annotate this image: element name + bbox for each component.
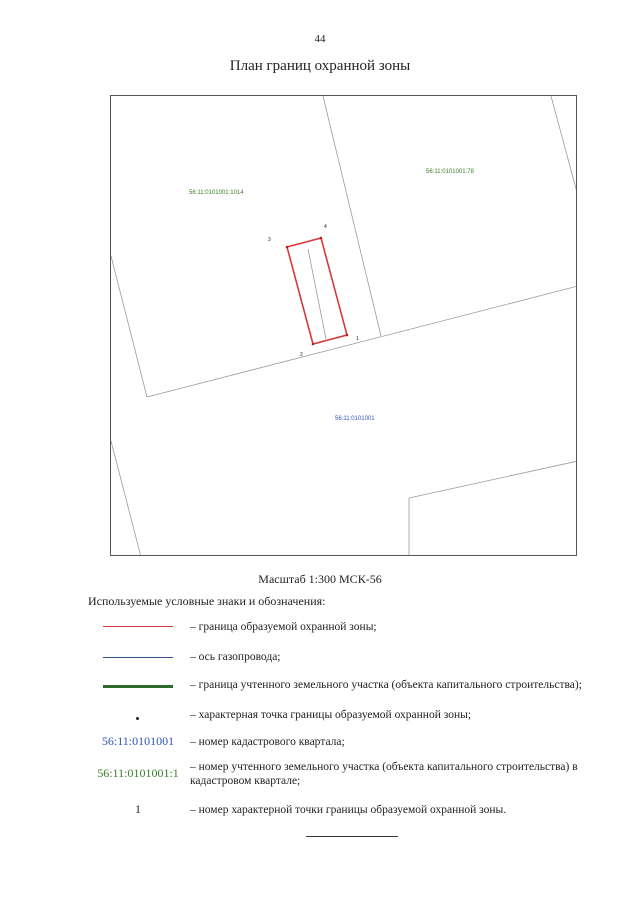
green-thick-line-icon (103, 685, 173, 688)
legend-item-quarter (88, 734, 618, 754)
parcel-boundary-line (409, 461, 577, 498)
legend-symbol (88, 647, 188, 667)
legend-item-point-number (88, 802, 618, 822)
point-label-3: 3 (268, 237, 271, 243)
zone-points (286, 237, 349, 346)
legend-symbol (88, 802, 188, 822)
zone-point-4 (320, 237, 323, 240)
closing-rule (306, 836, 398, 837)
legend-item-parcel-number (88, 760, 618, 792)
parcel-boundary-line (323, 96, 381, 336)
legend-description: – ось газопровода; (190, 651, 281, 663)
legend-description: – номер характерной точки границы образуемой охранной зоны. (190, 804, 507, 816)
parcel-label-1014: 56:11:0101001:1014 (189, 190, 244, 196)
legend-description: – граница учтенного земельного участка (объекта капитального строительства); (190, 679, 582, 691)
zone-point-3 (286, 246, 289, 249)
blue-line-icon (103, 657, 173, 658)
boundary-map (110, 95, 577, 556)
legend-item-zone-border (88, 617, 618, 637)
parcel-boundary-line (111, 441, 141, 556)
legend-item-parcel-border (88, 676, 618, 696)
point-label-1: 1 (356, 336, 359, 342)
legend-title: Используемые условные знаки и обозначения: (88, 594, 326, 608)
map-drawing (111, 96, 577, 556)
point-number-sample: 1 (135, 802, 141, 816)
page-title: План границ охранной зоны (229, 58, 411, 74)
legend-description: – номер кадастрового квартала; (190, 736, 345, 748)
parcel-boundary-line (111, 256, 147, 397)
legend-description: – номер учтенного земельного участка (объекта капитального строительства) в кадастровом квартале; (190, 761, 578, 787)
parcel-label-78: 56:11:0101001:78 (426, 169, 474, 175)
quarter-number-sample: 56:11:0101001 (101, 734, 175, 748)
protection-zone-border (287, 238, 347, 344)
legend-item-point (88, 705, 618, 725)
gas-pipeline-axis (308, 249, 326, 339)
page-number: 44 (314, 33, 326, 45)
legend-symbol (88, 734, 188, 754)
quarter-label: 56:11:0101001 (335, 416, 375, 422)
legend-item-gas-axis (88, 647, 618, 667)
parcel-boundary-line (551, 96, 577, 196)
legend-symbol (88, 705, 188, 725)
zone-point-2 (312, 343, 315, 346)
legend-symbol (88, 617, 188, 637)
legend-description: – характерная точка границы образуемой охранной зоны; (190, 709, 472, 721)
street-boundary-line (147, 286, 577, 397)
legend-symbol (88, 766, 188, 786)
legend-symbol (88, 676, 188, 696)
dot-icon (136, 717, 139, 720)
point-label-4: 4 (324, 224, 327, 230)
point-label-2: 2 (300, 352, 303, 358)
scale-caption: Масштаб 1:300 МСК-56 (258, 572, 382, 586)
parcel-number-sample: 56:11:0101001:1 (97, 766, 179, 780)
zone-point-1 (346, 334, 349, 337)
legend-description: – граница образуемой охранной зоны; (190, 621, 377, 633)
red-line-icon (103, 626, 173, 627)
